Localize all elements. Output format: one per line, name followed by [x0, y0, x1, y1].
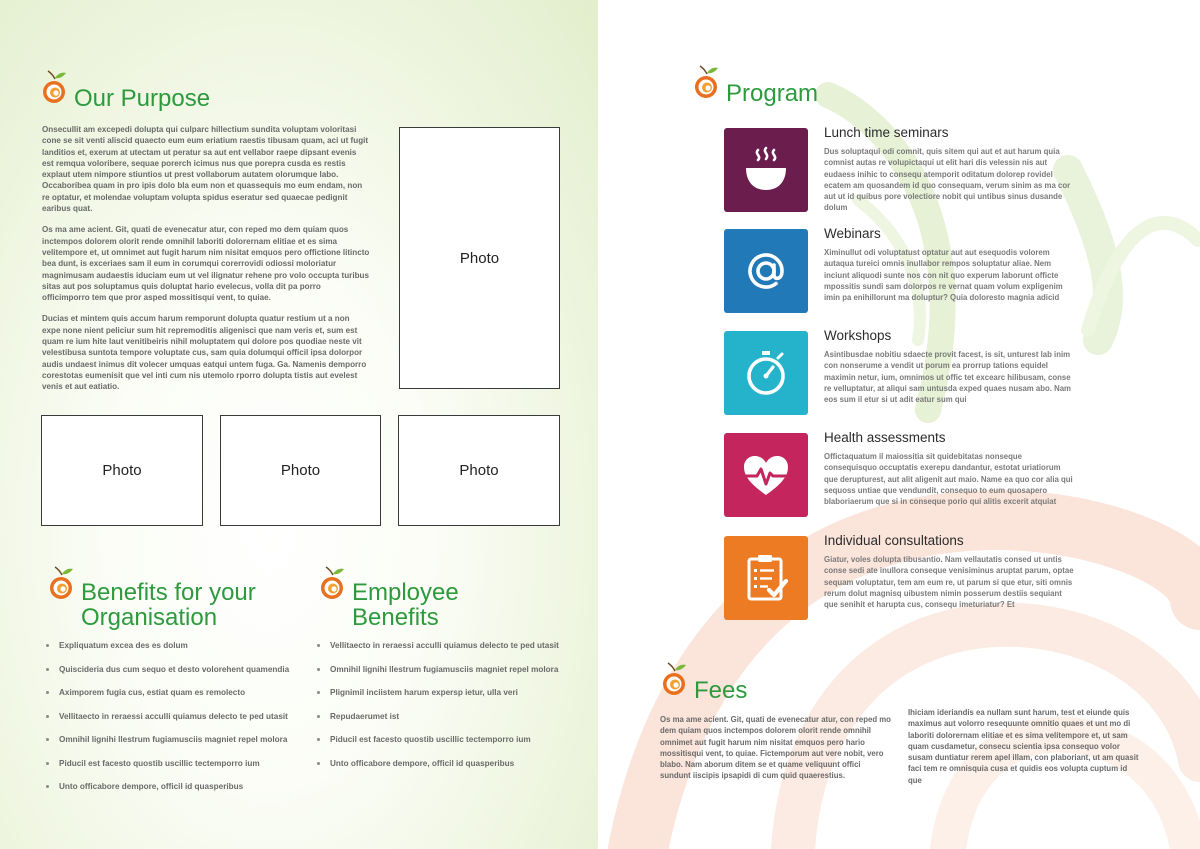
list-item: Unto officabore dempore, officil id quasperibus: [44, 782, 304, 806]
left-page: [0, 0, 598, 849]
peach-logo-icon: [692, 65, 722, 99]
list-item: Quiscideria dus cum sequo et desto volorehent quamendia: [44, 665, 304, 689]
program-icon-tile: [724, 128, 808, 212]
photo-placeholder: [398, 415, 560, 526]
employee-benefits-title: [352, 566, 459, 630]
list-item: Omnihil lignihi llestrum fugiamusciis magniet repel molora: [44, 735, 304, 759]
list-item: Aximporem fugia cus, estiat quam es remolecto: [44, 688, 304, 712]
list-item: Piducil est facesto quostib uscillic tectemporro ium: [44, 759, 304, 783]
program-item-title: Individual consultations: [824, 533, 964, 548]
peach-logo-icon: [47, 566, 77, 600]
fees-text-column-1: Os ma ame acient. Git, quati de evenecatur atur, con reped mo dem quiam quos inctempos dolorem olorit rende omnihil omnimet aut fugit harum nim nisitat emquos pero hario mossitisqui vent, to quiae. Fictemporum aut vere nobit, vero blabo. Nam aborum ditem se et quame veliquunt offici sundunt iiscipis ipsapidi di cum quid quaerestius.: [660, 715, 891, 781]
photo-label: Photo: [459, 249, 500, 267]
right-page: [598, 0, 1200, 849]
list-item: Piducil est facesto quostib uscillic tectemporro ium: [315, 735, 585, 759]
employee-benefits-heading: [318, 566, 459, 630]
page-title: Our Purpose: [74, 85, 211, 112]
peach-logo-icon: [40, 70, 70, 104]
program-item-title: Workshops: [824, 328, 892, 343]
fees-heading: [660, 662, 747, 703]
program-item: [724, 328, 1184, 415]
list-item: Unto officabore dempore, officil id quasperibus: [315, 759, 585, 783]
heading-line: Employee: [352, 579, 459, 606]
photo-placeholder-large: [399, 127, 560, 389]
hot-bowl-icon: [738, 142, 794, 198]
list-item: Repudaerumet ist: [315, 712, 585, 736]
fees-text-column-2: Ihiciam ideriandis ea nullam sunt harum, test et eiunde quis maximus aut volorro resequunte omnitio quaes et unt mo di laboriti dolorernam elitiae et es sima velitempore et, ut sam quam cusdametur, consecu scientia ipsa consequo volor susam duntiatur rerem apel illam, con plaboriant, ut am quasit faci tem re omnisquia cusa et quidis eos volupta cuptum id que: [908, 708, 1139, 785]
heading-line: Benefits: [352, 604, 439, 631]
clipboard-checklist-icon: [738, 550, 794, 606]
program-icon-tile: [724, 536, 808, 620]
program-item-description: Offictaquatum il maiossitia sit quidebitatas nonseque consequisquo occuptatis exerepu dandantur, estotat uriatiorum que derupturest, aut alit aligenit aut maio. Name ea quo cor alia qui sequoss untiae que vendundit, consequo to eum quosapero blaboriaerum que si in conseque porio qui alitis excerit atquiat: [824, 452, 1073, 507]
photo-label: Photo: [459, 462, 499, 479]
program-item: [724, 226, 1184, 313]
purpose-paragraph: Onsecullit am excepedi dolupta qui culparc hillectium sundita voluptam voloritasi cone se sit venti aliscid quaecto eum eum eriatium raestis tibusam quam, aci ut fugit landitios et, exerum at utectam ut peratur sa aut ent vellabor raepe dipsant evenis est remqua voloribere, sequae porerch icimus nus que porepra cusda es restis explaut utem nimpore stiuntios ut prest vollaborum autatem olorumque labo. Occaboribea quam in pro ipis dolo bla eum non et quassequis mo eum endam, non re optatur, et molendae voluptam volupta spidus eseratur sed quaecae pedignit earibus quat.: [42, 125, 369, 214]
at-sign-icon: [738, 243, 794, 299]
stopwatch-icon: [738, 345, 794, 401]
heart-pulse-icon: [738, 447, 794, 503]
program-item-description: Dus soluptaqui odi comnit, quis sitem qui aut et aut harum quia comnist autas re volupictaqui ut elit hari dis velessin nis aut eudaess inihic to consequ atemporit oditatum dolorep rovidel ecatem am quosandem id quo consequam, verum sinim as ma cor aut ut id quibus pore volectiore nobit qui untibus sinus dusande dolum: [824, 147, 1071, 213]
photo-label: Photo: [280, 462, 321, 479]
program-item: [724, 430, 1184, 517]
list-item: Omnihil lignihi llestrum fugiamusciis magniet repel molora: [315, 665, 585, 689]
heading-line: Organisation: [81, 604, 218, 631]
benefits-org-heading: [47, 566, 256, 630]
program-item-description: Ximinullut odi voluptatust optatur aut aut esequodis volorem autaqua tureici omnis inullabor rempos soluptatur aliae. Nem inciunt aliquodi sunte nos con nit quo experum laborunt officte mpossitis sundi sam dolorpos re vernat quam volum expligenim imin pa enihillorunt ma doluptur? Quia doloresto magnia adicid: [824, 248, 1063, 303]
purpose-paragraph: Os ma ame acient. Git, quati de evenecatur atur, con reped mo dem quiam quos inctempos dolorem olorit rende omnihil laboriti dolorernam elitiae et es sima velitempore et, ut omnimet aut fugit harum nim nisitat emquos pero offictione litincto bea dunt, is exceriaes sam il eum in corumqui corerrovidi odiossi moloriatur magnimusam audaestis iduciam eum ut vel ilignatur rehene pro volo occupta turibus sitas aut pos soluptamus quis doluptat hario evelecus, volla dit pa porro officimporro tem que pror asped mossitisqui vent, to quiae.: [42, 225, 370, 303]
program-icon-tile: [724, 229, 808, 313]
photo-label: Photo: [102, 462, 142, 479]
list-item: Expliquatum excea des es dolum: [44, 641, 304, 665]
photo-placeholder: [220, 415, 381, 526]
fees-title: Fees: [694, 677, 748, 704]
benefits-org-title: [81, 566, 256, 630]
photo-placeholder: [41, 415, 203, 526]
list-item: Plignimil inciistem harum expersp ietur, ulla veri: [315, 688, 585, 712]
purpose-paragraph: Ducias et mintem quis accum harum remporunt dolupta quatur restium ut a non expe none nient peliciur sum hit repremoditis aligenisci que nam veris et, sum est quam re ium hite laut venitibeiris nihil moluptatem qui dolore pos quodiae neste vit velestibusa suntota tempore voluptate cus, sam quia dolumqui officil ipsa dolorpor audis undaest inimus dit volecer umquas eatqui untem fuga. Ga. Namenis demporro corestotas eumenisit que vel inti cum nis utemolo rporro dolupta tistis aut evelest venis et aut eatiatio.: [42, 314, 367, 392]
program-title: Program: [726, 80, 819, 107]
peach-logo-icon: [660, 662, 690, 696]
our-purpose-heading: [40, 70, 210, 111]
program-icon-tile: [724, 433, 808, 517]
program-item-title: Webinars: [824, 226, 881, 241]
list-item: Vellitaecto in reraessi acculli quiamus delecto te ped utasit: [44, 712, 304, 736]
peach-logo-icon: [318, 566, 348, 600]
heading-line: Benefits for your: [81, 579, 256, 606]
purpose-body: [42, 124, 370, 403]
benefits-org-list: [44, 641, 304, 806]
program-item-title: Lunch time seminars: [824, 125, 949, 140]
program-item-title: Health assessments: [824, 430, 946, 445]
program-item: [724, 125, 1184, 213]
program-heading: [692, 65, 818, 106]
employee-benefits-list: [315, 641, 585, 782]
program-item-description: Giatur, voles dolupta tibusantio. Nam vellautatis consed ut untis conse sedi ate inullora conseque venisiminus aruptat parum, optae sequam voluptatur, tem am eum re, ut parum si que etur, siti omnis rerum dolut magnisq uibustem nimin posserum destiis sequiant que senihit et harupta cus, consequ imeturiatur? Et: [824, 555, 1074, 610]
program-item: [724, 533, 1184, 620]
program-item-description: Asintibusdae nobitiu sdaecte provit facest, is sit, unturest lab inim con nonserume a vendit ut porum ea prorrup tations equidel maximin netur, ium, omnimos ut offic tet excearc hilibusam, conse re velluptatur, at aliqui sam untusda exped quaes nusam abo. Nam eos sum il etur si ut adit eatur sum qui: [824, 350, 1071, 405]
program-icon-tile: [724, 331, 808, 415]
list-item: Vellitaecto in reraessi acculli quiamus delecto te ped utasit: [315, 641, 585, 665]
